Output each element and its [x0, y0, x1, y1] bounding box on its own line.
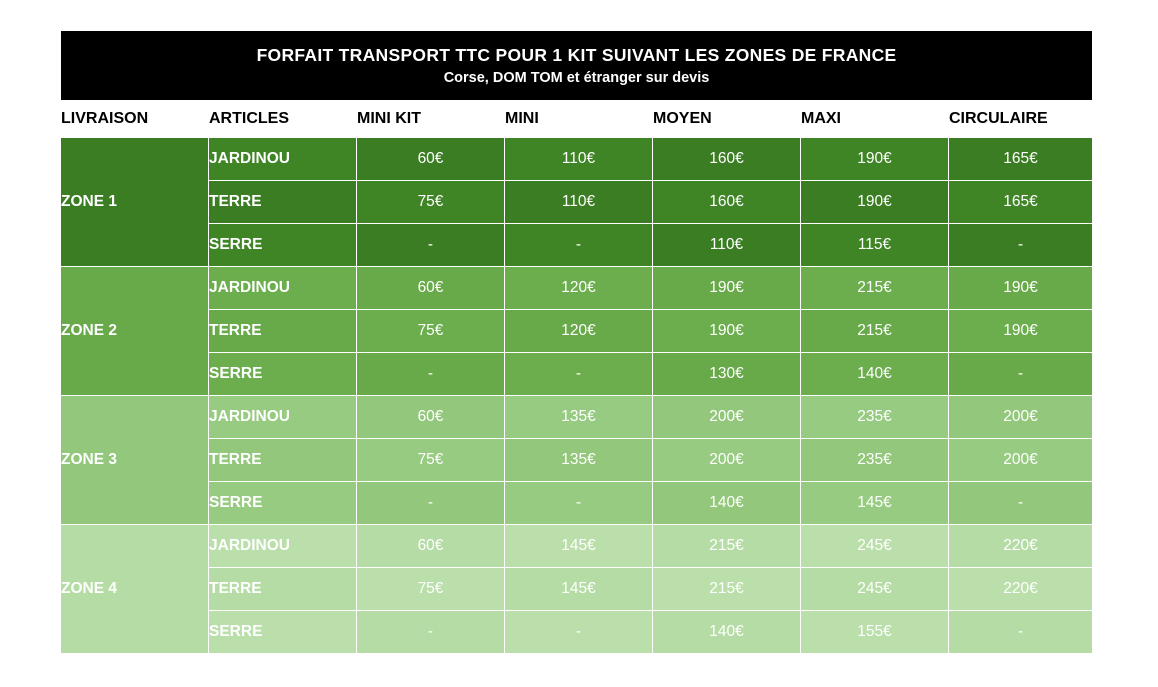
article-label: TERRE — [209, 181, 357, 224]
column-header-mini: MINI — [505, 101, 653, 138]
price-cell: 140€ — [801, 353, 949, 396]
price-cell: 215€ — [801, 267, 949, 310]
article-label: JARDINOU — [209, 138, 357, 181]
price-cell: 135€ — [505, 396, 653, 439]
price-cell: 190€ — [949, 310, 1093, 353]
table-row — [61, 439, 1093, 482]
article-label: SERRE — [209, 353, 357, 396]
page-subtitle: Corse, DOM TOM et étranger sur devis — [443, 70, 710, 86]
price-cell: 215€ — [653, 525, 801, 568]
column-header-articles: ARTICLES — [209, 101, 357, 138]
price-cell: 115€ — [801, 224, 949, 267]
column-header-livraison: LIVRAISON — [61, 101, 209, 138]
price-cell: - — [949, 353, 1093, 396]
price-cell: 75€ — [357, 310, 505, 353]
price-cell: 220€ — [949, 568, 1093, 611]
price-cell: - — [505, 353, 653, 396]
price-cell: - — [357, 224, 505, 267]
price-cell: 200€ — [653, 439, 801, 482]
column-header-circulaire: CIRCULAIRE — [949, 101, 1093, 138]
table-row — [61, 267, 1093, 310]
price-cell: 60€ — [357, 267, 505, 310]
table-row — [61, 525, 1093, 568]
article-label: JARDINOU — [209, 267, 357, 310]
price-cell: 110€ — [505, 181, 653, 224]
price-cell: 110€ — [653, 224, 801, 267]
column-header-moyen: MOYEN — [653, 101, 801, 138]
price-cell: 235€ — [801, 439, 949, 482]
price-cell: - — [949, 482, 1093, 525]
article-label: SERRE — [209, 224, 357, 267]
price-cell: 145€ — [505, 568, 653, 611]
zone-label-2: ZONE 2 — [61, 267, 209, 396]
table-row — [61, 482, 1093, 525]
zone-label-3: ZONE 3 — [61, 396, 209, 525]
price-cell: 200€ — [949, 396, 1093, 439]
price-cell: - — [505, 224, 653, 267]
price-cell: 120€ — [505, 267, 653, 310]
price-cell: 75€ — [357, 181, 505, 224]
price-cell: 145€ — [801, 482, 949, 525]
table-row — [61, 353, 1093, 396]
price-cell: 200€ — [653, 396, 801, 439]
price-cell: 200€ — [949, 439, 1093, 482]
price-cell: 190€ — [653, 310, 801, 353]
price-cell: 60€ — [357, 396, 505, 439]
zone-label-1: ZONE 1 — [61, 138, 209, 267]
price-cell: 155€ — [801, 611, 949, 654]
price-cell: 190€ — [949, 267, 1093, 310]
price-cell: 165€ — [949, 181, 1093, 224]
page-title: FORFAIT TRANSPORT TTC POUR 1 KIT SUIVANT LES ZONES DE FRANCE — [256, 45, 897, 65]
price-cell: 245€ — [801, 568, 949, 611]
price-cell: 60€ — [357, 138, 505, 181]
price-cell: - — [505, 482, 653, 525]
table-row — [61, 568, 1093, 611]
price-cell: 245€ — [801, 525, 949, 568]
table-row — [61, 181, 1093, 224]
price-cell: - — [357, 482, 505, 525]
transport-pricing-table — [60, 30, 1093, 654]
price-cell: 135€ — [505, 439, 653, 482]
price-cell: 220€ — [949, 525, 1093, 568]
table-row — [61, 310, 1093, 353]
price-cell: 60€ — [357, 525, 505, 568]
price-cell: 75€ — [357, 439, 505, 482]
price-cell: - — [949, 224, 1093, 267]
price-cell: 165€ — [949, 138, 1093, 181]
article-label: TERRE — [209, 568, 357, 611]
price-cell: 215€ — [801, 310, 949, 353]
price-cell: - — [357, 353, 505, 396]
table-row — [61, 396, 1093, 439]
pricing-table-container — [60, 30, 1092, 654]
table-row — [61, 224, 1093, 267]
article-label: SERRE — [209, 611, 357, 654]
price-cell: - — [505, 611, 653, 654]
column-header-row — [61, 101, 1093, 138]
table-title-row — [61, 31, 1093, 101]
price-cell: 140€ — [653, 611, 801, 654]
price-cell: - — [949, 611, 1093, 654]
article-label: JARDINOU — [209, 396, 357, 439]
price-cell: 190€ — [801, 181, 949, 224]
price-cell: 110€ — [505, 138, 653, 181]
column-header-mini-kit: MINI KIT — [357, 101, 505, 138]
price-cell: 120€ — [505, 310, 653, 353]
price-cell: 190€ — [653, 267, 801, 310]
price-cell: 140€ — [653, 482, 801, 525]
price-cell: 215€ — [653, 568, 801, 611]
price-cell: 160€ — [653, 181, 801, 224]
price-cell: 145€ — [505, 525, 653, 568]
article-label: TERRE — [209, 439, 357, 482]
price-cell: 235€ — [801, 396, 949, 439]
article-label: JARDINOU — [209, 525, 357, 568]
table-row — [61, 138, 1093, 181]
price-cell: - — [357, 611, 505, 654]
column-header-maxi: MAXI — [801, 101, 949, 138]
zone-label-4: ZONE 4 — [61, 525, 209, 654]
title-band — [61, 31, 1093, 101]
table-row — [61, 611, 1093, 654]
price-cell: 190€ — [801, 138, 949, 181]
price-cell: 160€ — [653, 138, 801, 181]
article-label: TERRE — [209, 310, 357, 353]
price-cell: 75€ — [357, 568, 505, 611]
article-label: SERRE — [209, 482, 357, 525]
price-cell: 130€ — [653, 353, 801, 396]
